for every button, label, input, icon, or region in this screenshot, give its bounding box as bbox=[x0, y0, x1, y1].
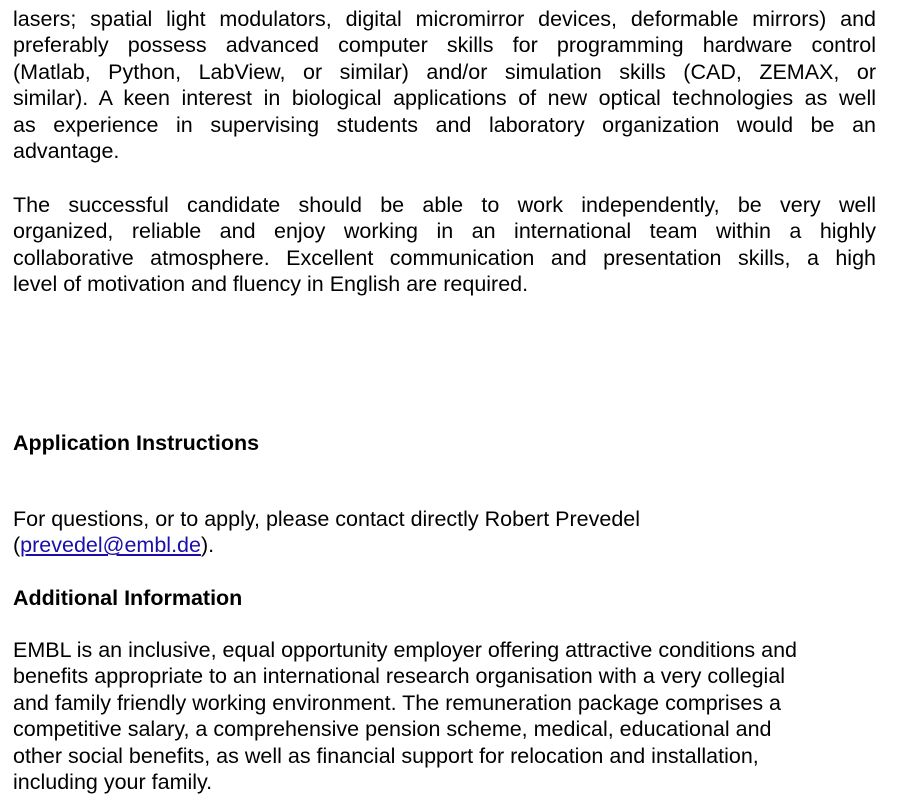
paragraph-line: collaborative atmosphere. Excellent communication and presentation skills, a high bbox=[13, 245, 876, 270]
paragraph-line: level of motivation and fluency in English are required. bbox=[13, 272, 529, 297]
contact-line: For questions, or to apply, please contact directly Robert Prevedel bbox=[13, 507, 641, 531]
contact-email-line bbox=[13, 532, 883, 558]
paragraph-line: organized, reliable and enjoy working in an international team within a highly bbox=[13, 219, 876, 244]
paragraph-line: advantage. bbox=[13, 139, 120, 164]
additional-information-heading: Additional Information bbox=[13, 586, 243, 610]
paragraph-line: (Matlab, Python, LabView, or similar) and/or simulation skills (CAD, ZEMAX, or bbox=[13, 59, 876, 84]
paragraph-line: EMBL is an inclusive, equal opportunity employer offering attractive conditions and bbox=[13, 638, 797, 662]
paragraph-line: lasers; spatial light modulators, digital micromirror devices, deformable mirrors) and bbox=[13, 7, 876, 31]
paragraph-line: preferably possess advanced computer skills for programming hardware control bbox=[13, 33, 876, 58]
requirements-paragraph bbox=[13, 6, 876, 164]
contact-paragraph bbox=[13, 506, 883, 559]
close-paren: ). bbox=[200, 533, 215, 558]
open-paren: ( bbox=[13, 533, 21, 558]
paragraph-line: as experience in supervising students and laboratory organization would be an bbox=[13, 112, 876, 137]
paragraph-line: The successful candidate should be able to work independently, be very well bbox=[13, 193, 876, 217]
paragraph-line: and family friendly working environment. The remuneration package comprises a bbox=[13, 690, 782, 715]
candidate-profile-paragraph bbox=[13, 192, 876, 298]
paragraph-line: competitive salary, a comprehensive pension scheme, medical, educational and bbox=[13, 717, 772, 742]
email-link[interactable]: prevedel@embl.de bbox=[20, 533, 201, 558]
paragraph-line: similar). A keen interest in biological applications of new optical technologies as well bbox=[13, 86, 876, 111]
paragraph-line: benefits appropriate to an international research organisation with a very collegial bbox=[13, 664, 786, 689]
application-instructions-heading: Application Instructions bbox=[13, 431, 260, 455]
paragraph-line: including your family. bbox=[13, 770, 213, 795]
additional-information-paragraph bbox=[13, 637, 883, 795]
paragraph-line: other social benefits, as well as financial support for relocation and installation, bbox=[13, 743, 759, 768]
